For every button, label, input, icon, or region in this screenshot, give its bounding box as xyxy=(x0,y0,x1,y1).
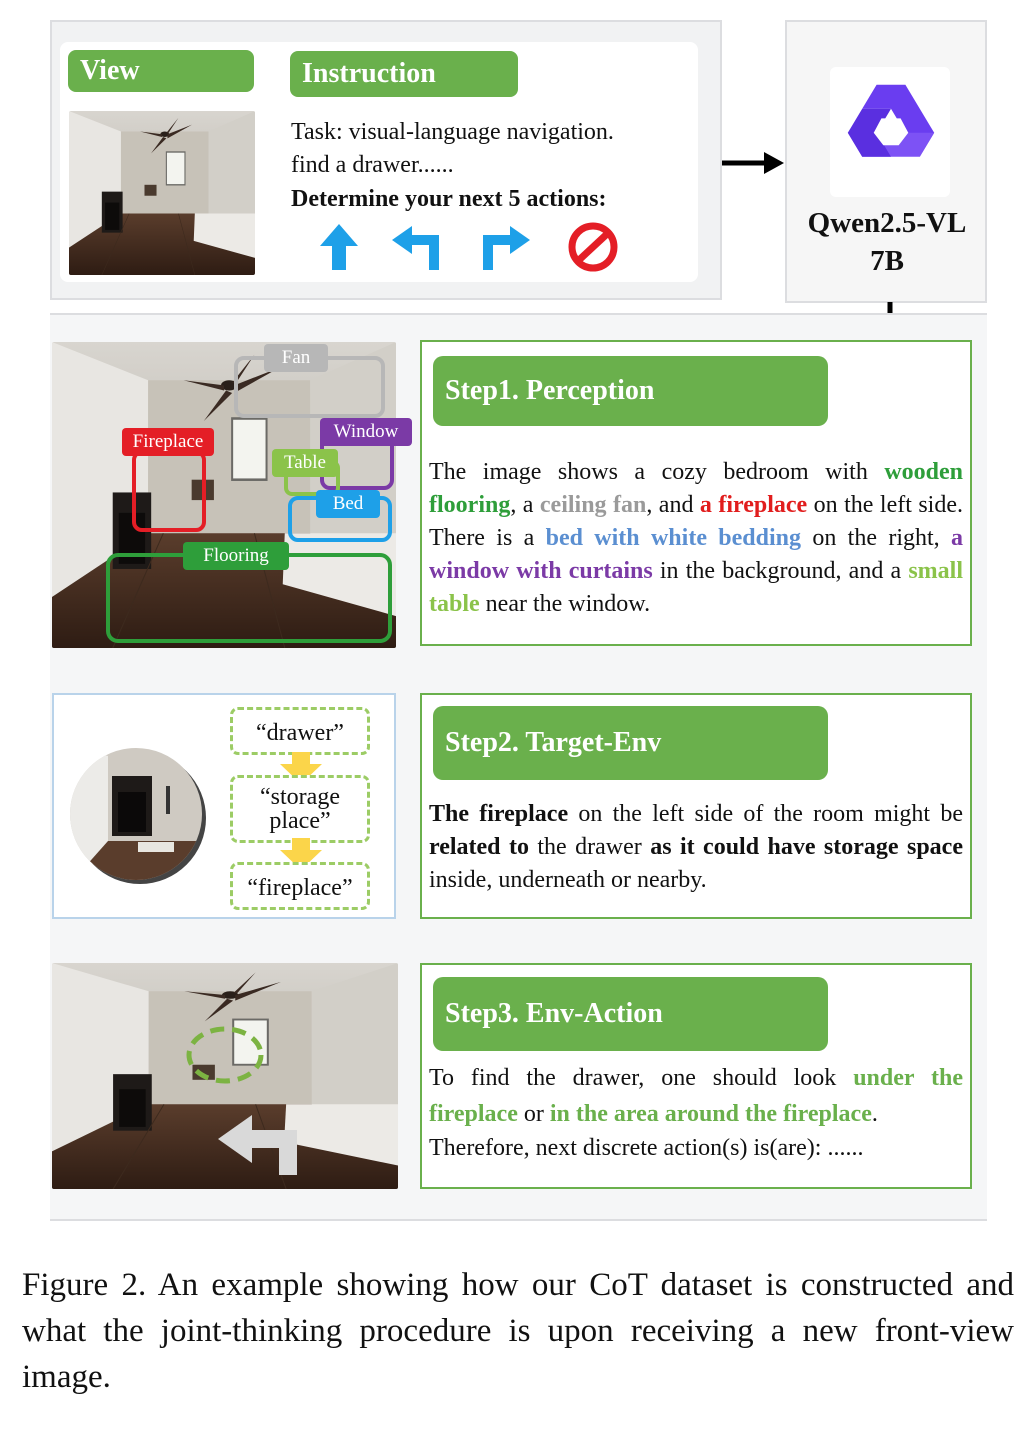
task-line-2: find a drawer...... xyxy=(291,152,454,178)
step2-text: The fireplace on the left side of the room might be related to the drawer as it could have storage space inside, underneath or nearby. xyxy=(429,801,964,893)
turn-right-icon xyxy=(478,222,532,272)
step3-text: To find the drawer, one should look under the fireplace or in the area around the fireplace. xyxy=(429,1065,964,1127)
model-name-line-2: 7B xyxy=(870,245,904,277)
view-image xyxy=(69,111,255,275)
arrow-up-icon xyxy=(318,222,360,272)
qwen-logo-icon xyxy=(843,80,939,176)
step1-text: The image shows a cozy bedroom with wooden flooring, a ceiling fan, and a fireplace on the left side. There is a bed with white bedding on the right, a window with curtains in the background, and a small table near the window. xyxy=(429,459,963,617)
turn-left-icon xyxy=(390,222,444,272)
label-flooring: Flooring xyxy=(183,542,289,570)
task-line-1: Task: visual-language navigation. xyxy=(291,119,614,145)
step3-title: Step3. Env-Action xyxy=(433,977,828,1051)
instruction-tag: Instruction xyxy=(290,51,518,97)
step3-next-actions: Therefore, next discrete action(s) is(are): ...... xyxy=(429,1135,864,1161)
stop-icon xyxy=(566,220,620,274)
model-name-line-1: Qwen2.5-VL xyxy=(807,207,967,239)
figure-caption: Figure 2. An example showing how our CoT dataset is constructed and what the joint-thinking procedure is upon receiving a new front-view image. xyxy=(22,1267,1014,1395)
chain-storage-place: “storage place” xyxy=(230,775,370,843)
label-fan: Fan xyxy=(264,344,328,372)
arrow-to-model-icon xyxy=(722,148,786,178)
view-tag: View xyxy=(68,50,254,92)
env-action-image xyxy=(52,963,398,1189)
label-fireplace: Fireplace xyxy=(122,428,214,456)
determine-actions: Determine your next 5 actions: xyxy=(291,186,607,212)
label-table: Table xyxy=(272,449,338,477)
label-bed: Bed xyxy=(316,490,380,518)
label-window: Window xyxy=(320,418,412,446)
step2-title: Step2. Target-Env xyxy=(433,706,828,780)
chain-drawer: “drawer” xyxy=(230,707,370,755)
chain-fireplace: “fireplace” xyxy=(230,862,370,910)
fireplace-crop-image xyxy=(68,746,208,886)
step1-title: Step1. Perception xyxy=(433,356,828,426)
